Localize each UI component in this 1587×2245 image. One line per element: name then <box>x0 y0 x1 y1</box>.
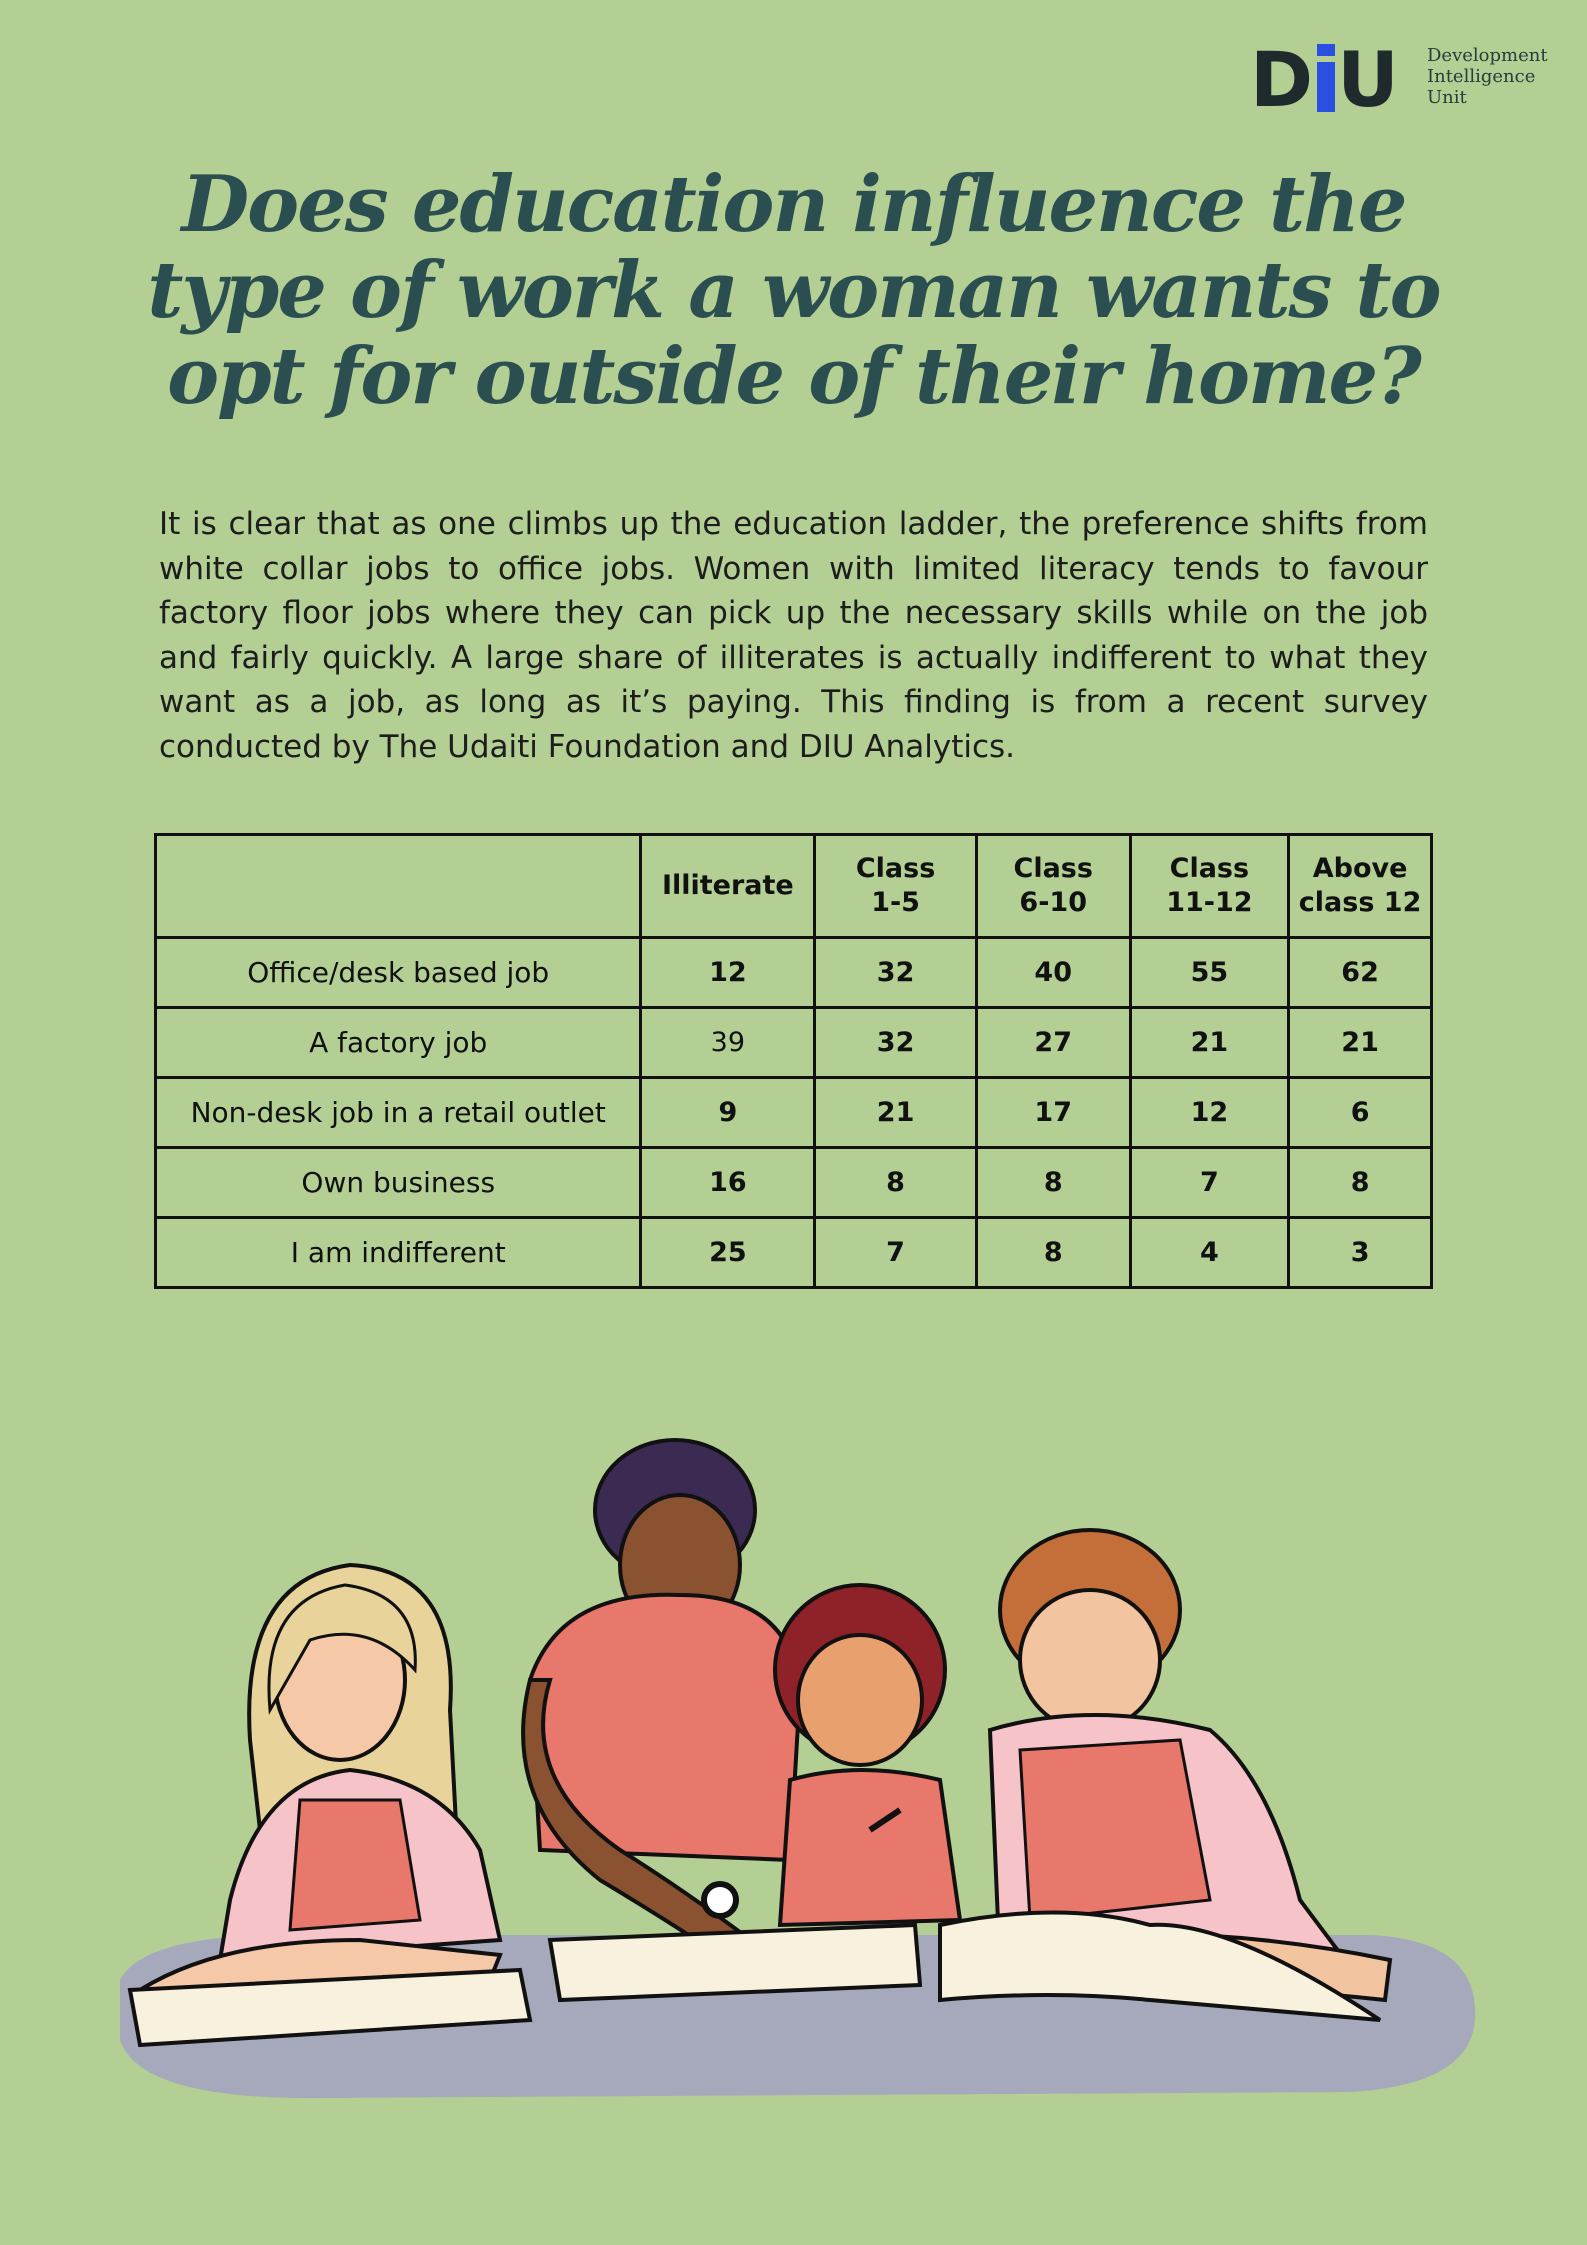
table-header-row <box>156 835 1432 938</box>
row-label: I am indifferent <box>156 1218 641 1288</box>
table-cell: 6 <box>1289 1078 1432 1148</box>
table-cell: 8 <box>976 1218 1130 1288</box>
title-line: opt for outside of their home? <box>167 331 1420 422</box>
logo-text-line: Unit <box>1427 87 1467 108</box>
logo-text <box>1427 45 1548 108</box>
table-header-empty <box>156 835 641 938</box>
table-cell: 17 <box>976 1078 1130 1148</box>
table-cell: 16 <box>641 1148 815 1218</box>
table-row <box>156 938 1432 1008</box>
logo-mark <box>1250 35 1401 124</box>
table-cell: 27 <box>976 1008 1130 1078</box>
table-cell: 7 <box>1130 1148 1289 1218</box>
table-header: Class 1-5 <box>815 835 977 938</box>
table-header: Class 11-12 <box>1130 835 1289 938</box>
logo-text-line: Intelligence <box>1427 66 1536 87</box>
logo-letter-i <box>1315 42 1337 118</box>
logo <box>1250 35 1560 124</box>
table-cell: 3 <box>1289 1218 1432 1288</box>
table-cell: 9 <box>641 1078 815 1148</box>
table-cell: 32 <box>815 1008 977 1078</box>
logo-text-line: Development <box>1427 45 1548 66</box>
row-label: Office/desk based job <box>156 938 641 1008</box>
table-cell: 8 <box>1289 1148 1432 1218</box>
table-cell: 25 <box>641 1218 815 1288</box>
table-cell: 8 <box>976 1148 1130 1218</box>
table-cell: 39 <box>641 1008 815 1078</box>
intro-paragraph: It is clear that as one climbs up the education ladder, the preference shifts from white collar jobs to office jobs. Women with limited literacy tends to favour factory floor jobs where they can pick up the necessary skills while on the job and fairly quickly. A large share of illiterates is actually indifferent to what they want as a job, as long as it’s paying. This finding is from a recent survey conducted by The Udaiti Foundation and DIU Analytics. <box>159 506 1428 765</box>
table-cell: 21 <box>1130 1008 1289 1078</box>
student-back <box>523 1440 800 1990</box>
table-cell: 4 <box>1130 1218 1289 1288</box>
logo-letter-d: D <box>1250 35 1316 124</box>
row-label: Non-desk job in a retail outlet <box>156 1078 641 1148</box>
row-label: A factory job <box>156 1008 641 1078</box>
preference-table <box>154 833 1433 1289</box>
page-title <box>80 159 1507 422</box>
students-studying-illustration <box>100 1380 1500 2120</box>
table-header: Class 6-10 <box>976 835 1130 938</box>
table-cell: 62 <box>1289 938 1432 1008</box>
table-row <box>156 1218 1432 1288</box>
row-label: Own business <box>156 1148 641 1218</box>
student-center <box>775 1585 960 1925</box>
table-row <box>156 1078 1432 1148</box>
table-cell: 12 <box>641 938 815 1008</box>
table-cell: 21 <box>1289 1008 1432 1078</box>
table-cell: 12 <box>1130 1078 1289 1148</box>
table-header: Above class 12 <box>1289 835 1432 938</box>
table-row <box>156 1148 1432 1218</box>
title-line: Does education influence the <box>181 159 1406 250</box>
table-header: Illiterate <box>641 835 815 938</box>
table-cell: 21 <box>815 1078 977 1148</box>
table-cell: 40 <box>976 938 1130 1008</box>
table-cell: 8 <box>815 1148 977 1218</box>
table-cell: 32 <box>815 938 977 1008</box>
logo-letter-u: U <box>1337 35 1401 124</box>
book-center <box>550 1925 920 2000</box>
table-cell: 55 <box>1130 938 1289 1008</box>
table-cell: 7 <box>815 1218 977 1288</box>
title-line: type of work a woman wants to <box>147 245 1440 336</box>
table-row <box>156 1008 1432 1078</box>
